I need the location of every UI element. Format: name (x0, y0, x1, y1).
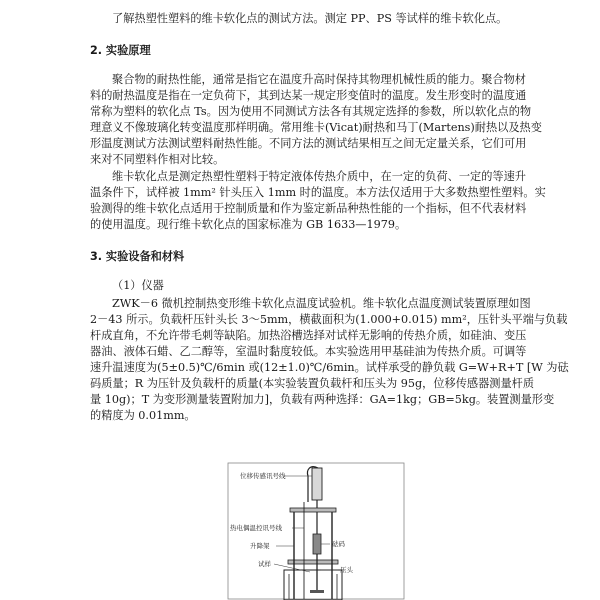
section-3-heading: 3. 实验设备和材料 (90, 250, 185, 263)
principle-para1-line: 形温度测试方法测试塑料耐热性能。不同方法的测试结果相互之间无定量关系，它们可用 (90, 137, 527, 150)
displacement-sensor-icon (312, 468, 322, 500)
principle-para2-line: 验测得的维卡软化点适用于控制质量和作为鉴定新品种热性能的一个指标，但不代表材料 (90, 202, 527, 215)
principle-para1-line: 理意义不像玻璃化转变温度那样明确。常用维卡(Vicat)耐热和马丁(Martens)耐热以及热变 (90, 121, 542, 134)
weight-icon (313, 534, 321, 554)
label-lift-arm: 升降架 (250, 542, 270, 550)
section-2-heading: 2. 实验原理 (90, 44, 151, 57)
label-specimen: 试样 (258, 560, 271, 568)
intro-text: 了解热塑性塑料的维卡软化点的测试方法。测定 PP、PS 等试样的维卡软化点。 (112, 12, 508, 25)
lower-crossbeam (288, 560, 338, 564)
principle-para1-line: 料的耐热温度是指在一定负荷下，其到达某一规定形变值时的温度。发生形变时的温度通 (90, 89, 527, 102)
specimen-block (310, 590, 324, 593)
equipment-para-line: 速升温速度为(5±0.5)℃/6min 或(12±1.0)℃/6min。试样承受的静负载 G=W+R+T [W 为砝 (90, 361, 569, 374)
principle-para1-line: 常称为塑料的软化点 Ts。因为使用不同测试方法各有其规定选择的参数，所以软化点的物 (90, 105, 532, 118)
vicat-apparatus-figure (226, 462, 406, 600)
equipment-para-line: 的精度为 0.01mm。 (90, 409, 196, 422)
principle-para2-line: 的使用温度。现行维卡软化点的国家标准为 GB 1633—1979。 (90, 218, 407, 231)
leader-line (274, 564, 310, 572)
principle-para2-line: 温条件下，试样被 1mm² 针头压入 1mm 时的温度。本方法仅适用于大多数热塑性塑料。实 (90, 186, 546, 199)
principle-para2-line: 维卡软化点是测定热塑性塑料于特定液体传热介质中，在一定的负荷、一定的等速升 (112, 170, 526, 183)
principle-para1-line: 来对不同塑料作相对比较。 (90, 153, 225, 166)
label-sensor-signal: 位移传感讯号线 (240, 472, 286, 480)
label-thermocouple: 热电偶温控讯号线 (230, 524, 282, 532)
label-weight: 砝码 (332, 540, 345, 548)
heating-bath (284, 570, 342, 600)
equipment-para-line: 码质量；R 为压针及负载杆的质量(本实验装置负载杆和压头为 95g，位移传感器测量杆质 (90, 377, 535, 390)
subsection-instrument: （1）仪器 (112, 279, 164, 292)
equipment-para-line: 2－43 所示。负载杆压针头长 3～5mm，横截面积为(1.000+0.015) mm²，压针头平端与负载 (90, 313, 568, 326)
equipment-para-line: 量 10g)；T 为变形测量装置附加力]，负载有两种选择：GA=1kg；GB=5kg。装置测量形变 (90, 393, 555, 406)
equipment-para-line: ZWK－6 微机控制热变形维卡软化点温度试验机。维卡软化点温度测试装置原理如图 (112, 297, 531, 310)
principle-para1-line: 聚合物的耐热性能，通常是指它在温度升高时保持其物理机械性质的能力。聚合物材 (112, 73, 526, 86)
equipment-para-line: 杆成直角，不允许带毛刺等缺陷。加热浴槽选择对试样无影响的传热介质，如硅油、变压 (90, 329, 527, 342)
upper-crossbeam (290, 508, 336, 512)
label-indenter: 压头 (340, 566, 353, 574)
equipment-para-line: 器油、液体石蜡、乙二醇等，室温时黏度较低。本实验选用甲基硅油为传热介质。可调等 (90, 345, 527, 358)
